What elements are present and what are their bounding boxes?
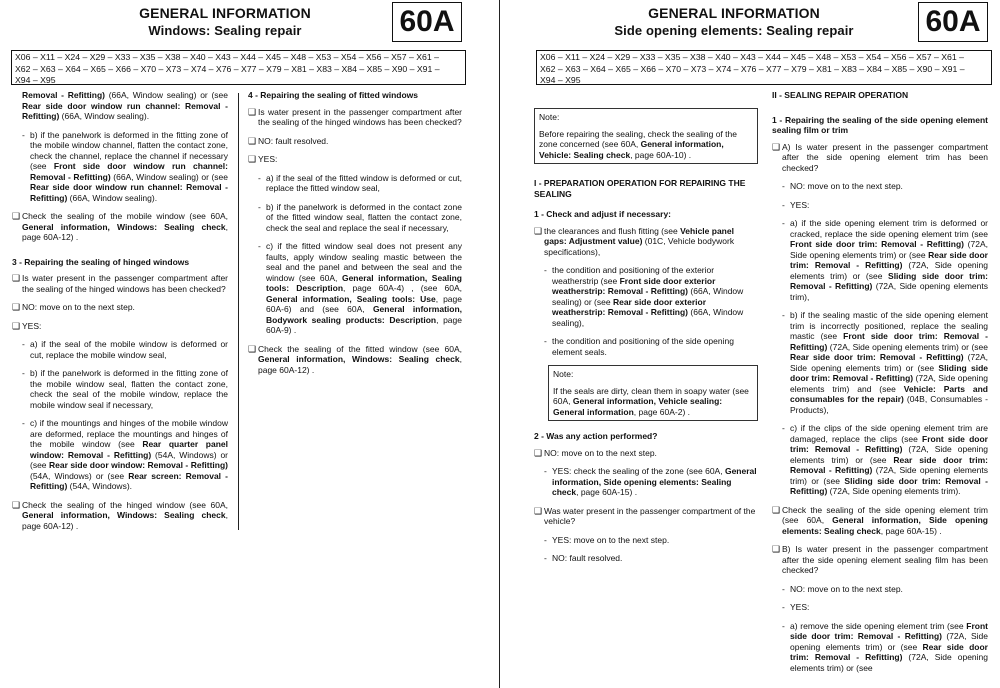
checkbox-icon: ❑: [772, 544, 781, 554]
list-item: - a) if the side opening element trim is deformed or cracked, replace the side opening element trim (see Front side door trim: Removal - Refitting) (72A, Side opening elements trim) or (see Rear side door trim: Removal - Refitting) (72A, Side opening elements trim) or (see Sliding side door trim: Removal - Refitting) (72A, Side opening elements trim),: [782, 218, 989, 302]
checkbox-icon: ❑: [248, 106, 257, 117]
list-item: - YES:: [782, 199, 810, 210]
checkbox-icon: ❑: [12, 320, 21, 331]
vehicle-list-line: X62 – X63 – X64 – X65 – X66 – X70 – X73 – X74 – X76 – X77 – X79 – X81 – X83 – X84 – X85 – X90 – X91 –: [15, 63, 440, 74]
checklist-item: ❑ NO: move on to the next step.: [534, 447, 657, 458]
note-box: [534, 108, 758, 164]
checkbox-icon: ❑: [248, 135, 257, 146]
note-text: Before repairing the sealing, check the sealing of the zone concerned (see 60A, General information, Vehicle: Sealing check, page 60A-10) .: [539, 128, 737, 160]
list-item: - NO: move on to the next step.: [782, 583, 903, 594]
subsection-heading: 2 - Was any action performed?: [534, 431, 658, 441]
checklist-item: ❑ YES:: [12, 320, 42, 331]
note-label: Note:: [539, 112, 560, 122]
list-item: - a) if the seal of the mobile window is deformed or cut, replace the mobile window seal,: [22, 339, 228, 360]
left-page: [0, 0, 496, 688]
right-column-1: [534, 108, 758, 572]
left-column-1: [12, 90, 228, 539]
right-page: [504, 0, 1000, 688]
note-box: [548, 365, 758, 421]
checklist-item: ❑ Check the sealing of the hinged window (see 60A, General information, Windows: Sealing check, page 60A-12) .: [12, 499, 228, 531]
checkbox-icon: ❑: [534, 505, 543, 516]
checklist-item: ❑ Is water present in the passenger compartment after the sealing of the hinged windows has been checked?: [248, 106, 462, 127]
right-vehicle-list: [536, 50, 992, 85]
list-item: - b) if the panelwork is deformed in the contact zone of the fitted window seal, flatten the contact zone, check the seal and replace the seal if necessary,: [258, 201, 462, 233]
checkbox-icon: ❑: [534, 447, 543, 458]
note-label: Note:: [553, 369, 574, 379]
section-heading: II - SEALING REPAIR OPERATION: [772, 90, 909, 100]
vehicle-list-line: X06 – X11 – X24 – X29 – X33 – X35 – X38 – X40 – X43 – X44 – X45 – X48 – X53 – X54 – X56 – X57 – X61 –: [15, 52, 439, 62]
list-item: - b) if the panelwork is deformed in the fitting zone of the mobile window seal, flatten the contact zone, check the seal of the mobile window, replace the mobile window seal if necessary,: [22, 368, 228, 410]
checklist-item: ❑ NO: fault resolved.: [248, 135, 329, 146]
list-item: - a) remove the side opening element trim (see Front side door trim: Removal - Refitting) (72A, Side opening elements trim) or (see Rear side door trim: Removal - Refitting) (72A, Side opening elements trim) or (see: [782, 620, 989, 673]
list-item: - the condition and positioning of the exterior weatherstrip (see Front side door exterior weatherstrip: Removal - Refitting) (66A, Window sealing) or (see Rear side door exterior weatherstrip: Removal - Refitting) (66A, Window sealing),: [544, 265, 744, 328]
checkbox-icon: ❑: [12, 211, 21, 221]
checkbox-icon: ❑: [248, 343, 257, 354]
vehicle-list-line: X94 – X95: [15, 75, 56, 85]
list-item: - YES: move on to the next step.: [544, 534, 670, 545]
page-divider: [499, 0, 500, 688]
list-item: - a) if the seal of the fitted window is deformed or cut, replace the fitted window seal,: [258, 172, 463, 193]
section-heading: 3 - Repairing the sealing of hinged windows: [12, 256, 190, 267]
checkbox-icon: ❑: [534, 225, 543, 236]
list-item: - YES:: [782, 602, 810, 612]
right-section-code: 60A: [918, 2, 988, 42]
checklist-item: ❑ B) Is water present in the passenger compartment after the side opening element sealing film has been checked?: [772, 544, 988, 575]
checkbox-icon: ❑: [248, 154, 257, 164]
checkbox-icon: ❑: [772, 504, 781, 515]
checklist-item: ❑ NO: move on to the next step.: [12, 302, 135, 312]
list-item: - YES: check the sealing of the zone (see 60A, General information, Side opening elements: Sealing check, page 60A-15) .: [544, 466, 757, 497]
checklist-item: ❑ Check the sealing of the fitted window (see 60A, General information, Windows: Sealing check, page 60A-12) .: [248, 343, 462, 375]
subsection-heading: 1 - Check and adjust if necessary:: [534, 209, 671, 219]
note-text: If the seals are dirty, clean them in soapy water (see 60A, General information, Vehicle sealing: General information, page 60A-2) .: [553, 385, 749, 417]
right-page-subtitle: Side opening elements: Sealing repair: [614, 23, 854, 38]
right-page-title: GENERAL INFORMATION: [648, 5, 820, 21]
left-column-2: [248, 90, 462, 383]
checklist-item: ❑ A) Is water present in the passenger compartment after the side opening element trim has been checked?: [772, 141, 988, 173]
checklist-item: ❑ Check the sealing of the side opening element trim (see 60A, General information, Side opening elements: Sealing check, page 60A-15) .: [772, 504, 988, 536]
right-page-header: [564, 4, 904, 40]
checklist-item: ❑ the clearances and flush fitting (see Vehicle panel gaps: Adjustment value) (01C, Vehicle bodywork specifications),: [534, 225, 735, 257]
section-heading: 4 - Repairing the sealing of fitted windows: [248, 90, 419, 100]
paragraph: Removal - Refitting) (66A, Window sealing) or (see Rear side door window run channel: Removal - Refitting) (66A, Window sealing).: [22, 90, 229, 121]
left-page-title: GENERAL INFORMATION: [139, 5, 311, 21]
vehicle-list-line: X94 – X95: [540, 75, 581, 85]
list-item: - c) if the mountings and hinges of the mobile window are deformed, replace the mountings and hinges of the mobile window (see Rear quarter panel window: Removal - Refitting) (54A, Windows) or (see Rear side door window: Removal - Refitting) (54A, Windows) or (see Rear screen: Removal - Refitting) (54A, Windows).: [22, 418, 228, 491]
list-item: - the condition and positioning of the side opening element seals.: [544, 336, 734, 357]
list-item: - c) if the clips of the side opening element trim are damaged, replace the clips (see Front side door trim: Removal - Refitting) (72A, Side opening elements trim) or (see Rear side door trim: Removal - Refitting) (72A, Side opening elements trim) or (see Sliding side door trim: Removal - Refitting) (72A, Side opening elements trim).: [782, 423, 989, 496]
vehicle-list-line: X62 – X63 – X64 – X65 – X66 – X70 – X73 – X74 – X76 – X77 – X79 – X81 – X83 – X84 – X85 – X90 – X91 –: [540, 63, 965, 74]
checklist-item: ❑ Check the sealing of the mobile window (see 60A, General information, Windows: Sealing check, page 60A-12) .: [12, 211, 228, 242]
checkbox-icon: ❑: [12, 302, 21, 312]
checklist-item: ❑ Is water present in the passenger compartment after the sealing of the hinged windows has been checked?: [12, 273, 228, 294]
list-item: - NO: move on to the next step.: [782, 181, 903, 191]
checkbox-icon: ❑: [772, 141, 781, 152]
list-item: - c) if the fitted window seal does not present any faults, apply window sealing mastic between the seal and the panel and between the seal and the window (see 60A, General information, Sealing tools: Description, page 60A-4) , (see 60A, General information, Sealing tools: Use, page 60A-6) and (see 60A, General information, Bodywork sealing products: Description, page 60A-9) .: [258, 241, 463, 335]
list-item: - NO: fault resolved.: [544, 553, 623, 563]
list-item: - b) if the sealing mastic of the side opening element trim is incorrectly positioned, replace the sealing mastic (see Front side door trim: Removal - Refitting) (72A, Side opening elements trim) or (see Rear side door trim: Removal - Refitting) (72A, Side opening elements trim) or (see Sliding side door trim: Removal - Refitting) (72A, Side opening elements trim) and (see Vehicle: Parts and consumables for the repair) (04B, Consumables - Products),: [782, 310, 989, 415]
vehicle-list-line: X06 – X11 – X24 – X29 – X33 – X35 – X38 – X40 – X43 – X44 – X45 – X48 – X53 – X54 – X56 – X57 – X61 –: [540, 52, 964, 62]
subsection-heading: 1 - Repairing the sealing of the side opening element sealing film or trim: [772, 114, 988, 135]
checklist-item: ❑ Was water present in the passenger compartment of the vehicle?: [534, 505, 756, 526]
checklist-item: ❑ YES:: [248, 154, 278, 164]
left-section-code: 60A: [392, 2, 462, 42]
section-heading: I - PREPARATION OPERATION FOR REPAIRING THE SEALING: [534, 178, 746, 199]
column-separator: [238, 93, 239, 530]
checkbox-icon: ❑: [12, 499, 21, 510]
left-vehicle-list: [11, 50, 466, 85]
left-page-subtitle: Windows: Sealing repair: [148, 23, 302, 38]
left-page-header: [60, 4, 390, 40]
checkbox-icon: ❑: [12, 273, 21, 283]
right-column-2: [772, 90, 988, 681]
list-item: - b) if the panelwork is deformed in the fitting zone of the mobile window channel, flatten the contact zone, check the channel, replace the channel if necessary (see Front side door window run channel: Removal - Refitting) (66A, Window sealing) or (see Rear side door window run channel: Removal - Refitting) (66A, Window sealing).: [22, 129, 229, 203]
